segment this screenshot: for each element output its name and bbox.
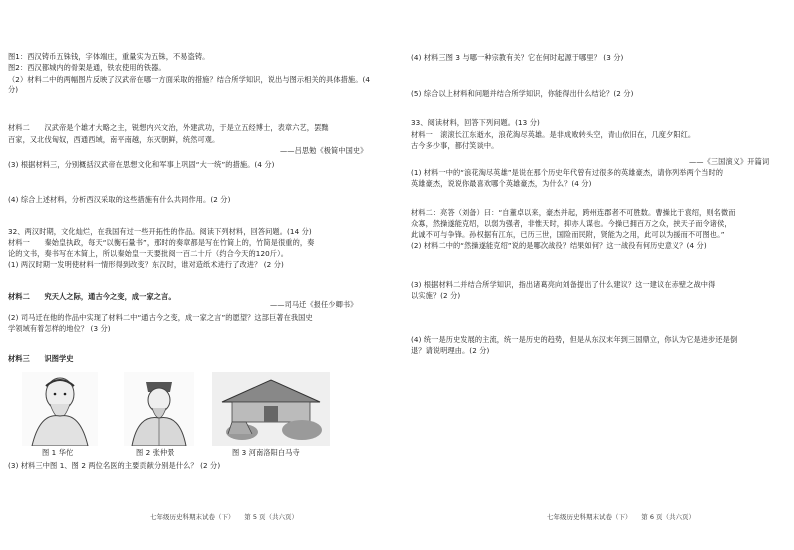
question-3: (3) 根据材料三，分别概括汉武帝在思想文化和军事上巩固“大一统”的措施。(4 分) <box>8 160 275 169</box>
question-2: （2）材料二中的两幅图片反映了汉武帝在哪一方面采取的措施？结合所学知识，说出与图示相关的具体措施。(4 分) <box>8 75 371 94</box>
material-3-title: 材料三 识图学史 <box>8 354 74 363</box>
question-33-3-line1: (3) 根据材料二并结合所学知识，指出诸葛亮向刘备提出了什么建议？这一建议在赤壁之战中得 <box>411 280 716 289</box>
material-2-quote: 材料二 究天人之际，通古今之变，成一家之言。 <box>8 292 176 301</box>
material-1-line2: 古今多少事，都付笑谈中。 <box>411 141 499 150</box>
question-33-1-line2: 英雄豪杰，说说你最喜欢哪个英雄豪杰，为什么？(4 分) <box>411 179 592 188</box>
question-32-2-line1: (2) 司马迁在他的作品中实现了材料二中“通古今之变，成一家之言”的愿望？这部巨著在我国史 <box>8 313 313 322</box>
question-33-3-line2: 以实施？(2 分) <box>411 291 461 300</box>
caption-fig1: 图 1 华佗 <box>42 448 74 457</box>
note-fig1: 图1：西汉铸币五铢钱，字体端庄，重量实为五铢，不易盗铸。 <box>8 52 210 61</box>
material-2-source: ——司马迁《报任少卿书》 <box>270 300 358 309</box>
question-32-intro: 32、两汉时期，文化灿烂，在我国有过一些开拓性的作品。阅读下列材料，回答问题。(14 分) <box>8 227 312 236</box>
question-32-1: (1) 两汉时期一发明使材料一情形得到改变？东汉时，谁对造纸术进行了改进？ (2 分) <box>8 260 284 269</box>
question-33-4-line1: (4) 统一是历史发展的主流，统一是历史的趋势，但是从东汉末年到三国鼎立，你认为它是进步还是倒 <box>411 335 738 344</box>
question-33-title: 33、阅读材料，回答下列问题。(13 分) <box>411 118 540 127</box>
white-horse-temple-image <box>212 372 330 446</box>
zhang-zhongjing-portrait-image <box>124 372 194 446</box>
page-footer-left: 七年级历史科期末试卷（下） 第 5 页（共六页） <box>150 513 299 521</box>
right-page <box>397 0 794 550</box>
hua-tuo-portrait-image <box>22 372 98 446</box>
question-32-4: (4) 材料三图 3 与哪一种宗教有关？它在何时起源于哪里？ (3 分) <box>411 53 624 62</box>
question-4: (4) 综合上述材料，分析西汉采取的这些措施有什么共同作用。(2 分) <box>8 195 231 204</box>
material-1-line2: 论的文书，奏书写在木简上，所以秦始皇一天要批阅一百二十斤（约合今天的120斤）。 <box>8 249 289 258</box>
caption-fig3: 图 3 河南洛阳白马寺 <box>232 448 300 457</box>
question-33-1-line1: (1) 材料一中的“浪花淘尽英雄”是说在那个历史年代曾有过很多的英雄豪杰，请你列举两个当时的 <box>411 168 724 177</box>
material-1-line1: 材料一 秦始皇执政，每天“以衡石量书”，那时的奏章都是写在竹简上的，竹简是很重的，奏 <box>8 238 315 247</box>
material-2a-line1: 材料二 汉武帝是个雄才大略之主，锐想内兴文治，外建武功，于是立五经博士，表章六艺，罢黜 <box>8 123 329 132</box>
material-2a-line2: 百家，又北伐匈奴，西通西域，南平南越，东灭朝鲜，统然可观。 <box>8 135 220 144</box>
material-1-line1: 材料一 滚滚长江东逝水，浪花淘尽英雄。是非成败转头空，青山依旧在，几度夕阳红。 <box>411 130 696 139</box>
question-33-4-line2: 退？请说明理由。(2 分) <box>411 346 490 355</box>
material-1-source: ——《三国演义》开篇词 <box>689 157 770 166</box>
material-2-line2: 众寡，然操遂能克绍，以弱为强者，非惟天时，抑亦人谋也。今操已拥百万之众，挟天子而令诸侯， <box>411 219 732 228</box>
note-fig2: 图2：西汉都城内的骨架是通，铁农使用的铁器。 <box>8 63 166 72</box>
material-2-line1: 材料二：亮答（刘备）曰：“自董卓以来，豪杰并起，跨州连郡者不可胜数。曹操比于袁绍，则名微而 <box>411 208 736 217</box>
question-32-2-line2: 学领域有着怎样的地位？ (3 分) <box>8 324 111 333</box>
question-32-3: (3) 材料三中图 1、图 2 两位名医的主要贡献分别是什么？ (2 分) <box>8 461 221 470</box>
material-2-line3: 此诚不可与争锋。孙权据有江东，已历三世，国险而民附，贤能为之用，此可以为援而不可图也。” <box>411 230 725 239</box>
caption-fig2: 图 2 张仲景 <box>136 448 175 457</box>
page-footer-right: 七年级历史科期末试卷（下） 第 6 页（共六页） <box>547 513 696 521</box>
question-32-5: (5) 综合以上材料和问题并结合所学知识，你能得出什么结论？(2 分) <box>411 89 634 98</box>
question-33-2: (2) 材料二中的“然操遂能克绍”说的是哪次战役？结果如何？这一战役有何历史意义？(4 分) <box>411 241 707 250</box>
material-2a-source: ——吕思勉《极简中国史》 <box>280 146 368 155</box>
